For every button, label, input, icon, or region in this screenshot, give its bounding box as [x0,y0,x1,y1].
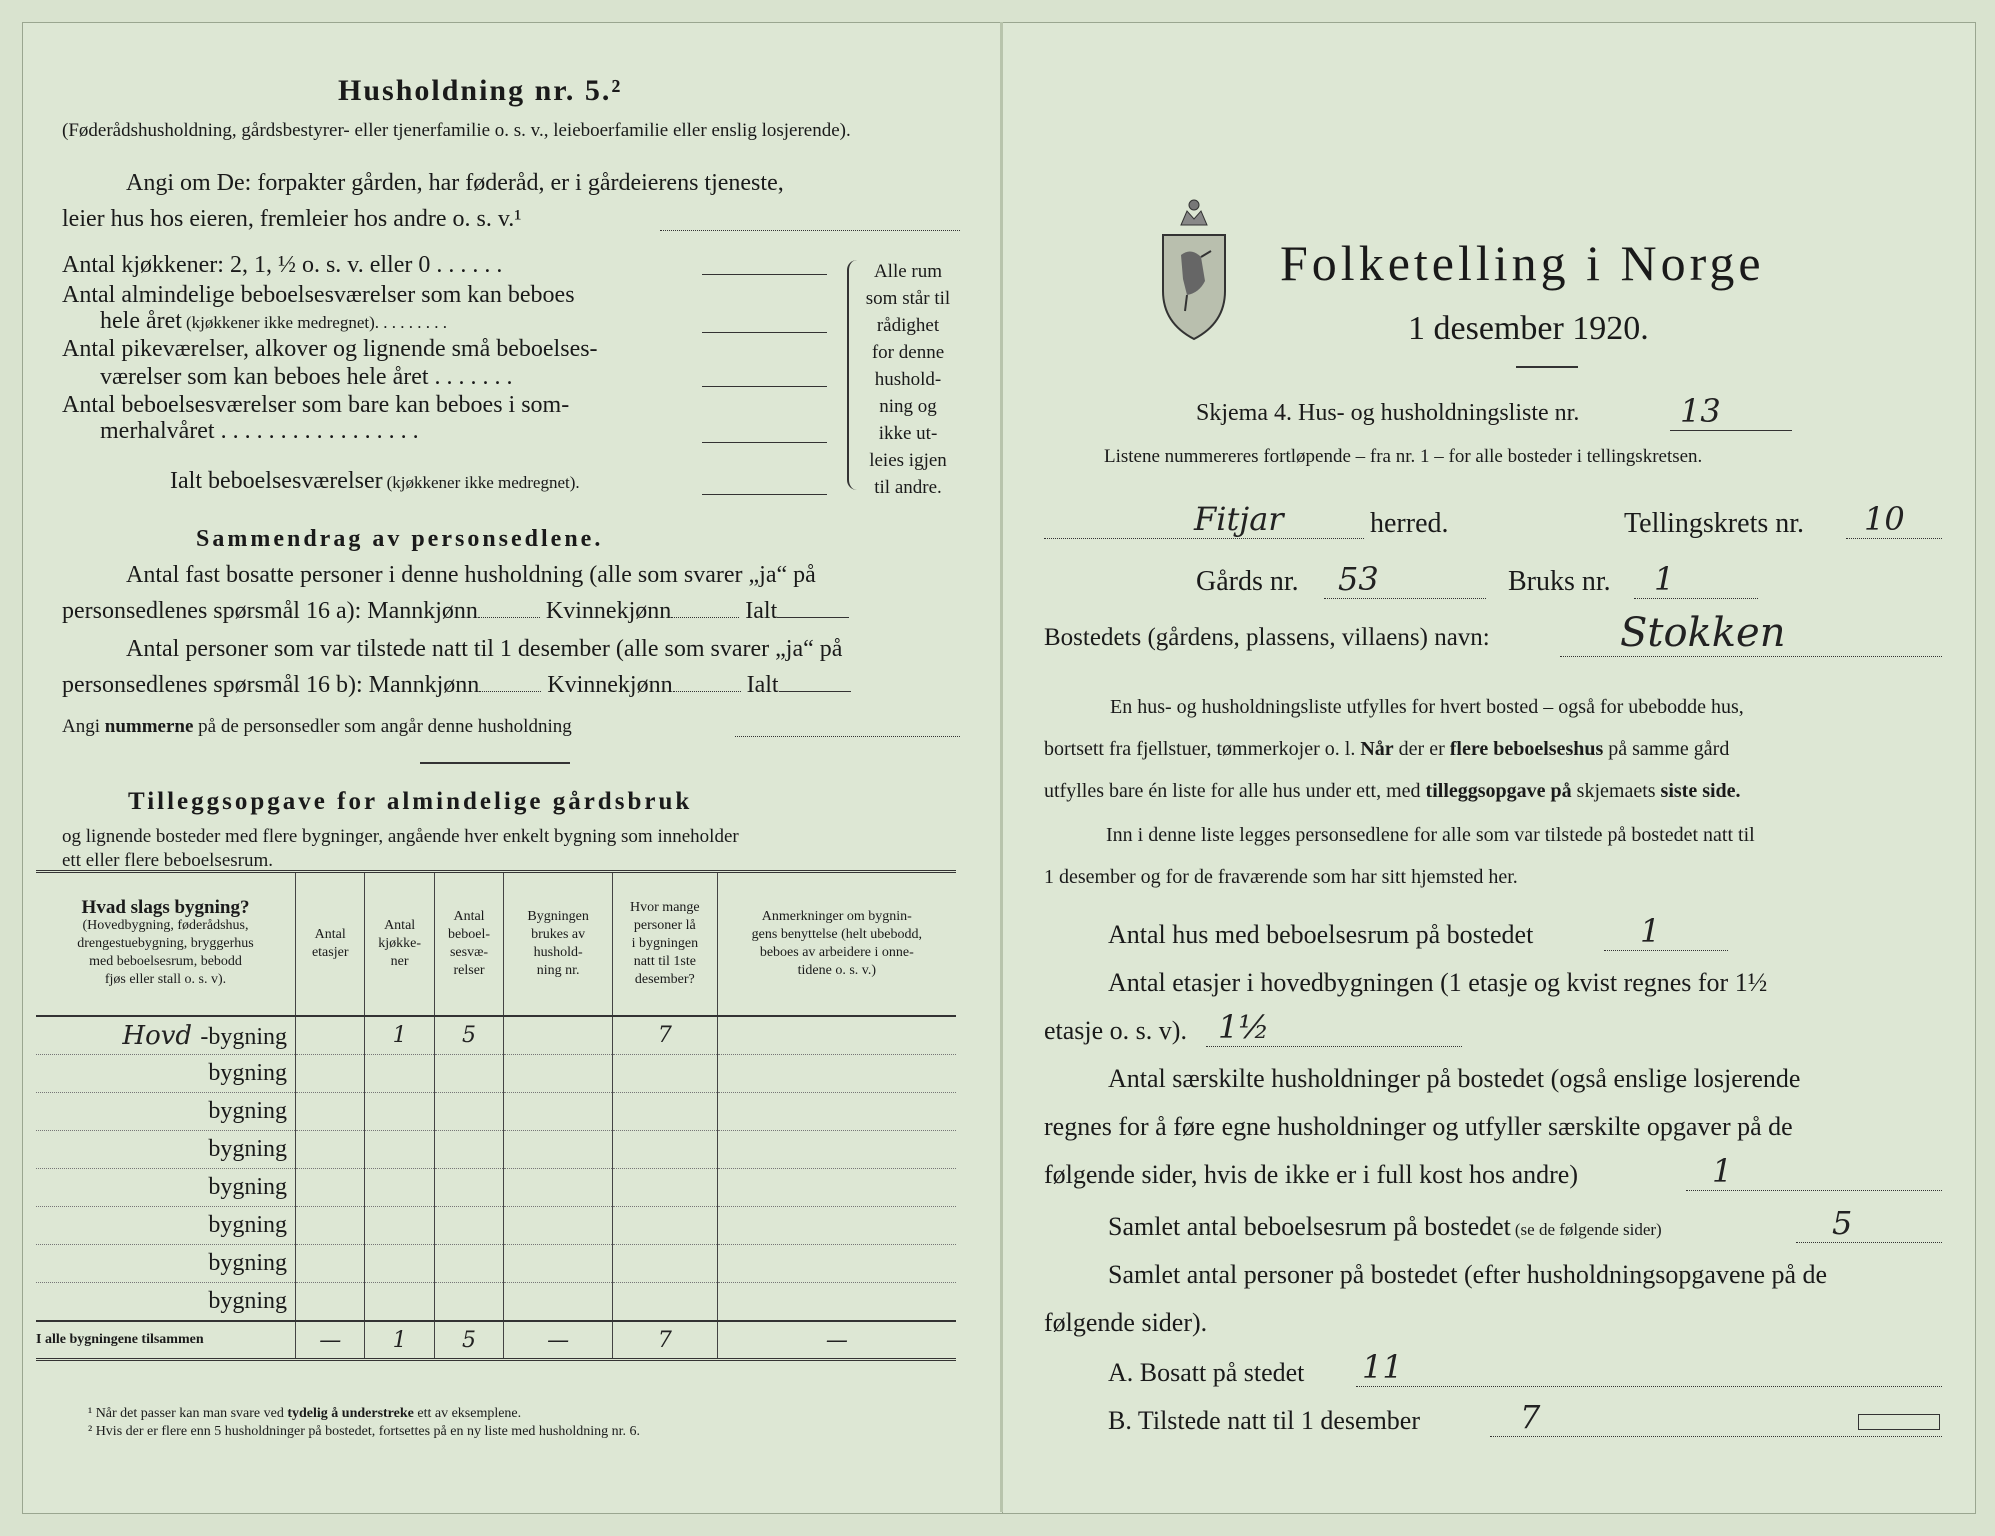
summary-p2-kvinne-label: Kvinnekjønn [547,672,673,698]
col-header-kjokken-line: ner [390,954,409,969]
building-row [36,1131,956,1169]
col-header-building-sub-line: med beboelsesrum, bebodd [89,954,242,969]
building-cell-rum[interactable] [434,1245,503,1283]
bruks-label: Bruks nr. [1508,566,1611,597]
building-suffix: bygning [208,1212,288,1238]
building-name-cell[interactable] [36,1169,296,1207]
building-cell-husholdning[interactable] [504,1055,613,1093]
maid-rooms-l2: værelser som kan beboes hele året . . . . . . . [100,364,513,390]
building-cell-kjokken[interactable] [365,1207,434,1245]
col-header-etasjer [296,872,365,1017]
instr-l1: En hus- og husholdningsliste utfylles for hvert bosted – også for ubebodde hus, [1110,696,1744,718]
household-title: Husholdning nr. 5.² [338,74,623,107]
col-header-building-type [36,872,296,1017]
angi-nummerne-pre: Angi [62,716,100,737]
census-title: Folketelling i Norge [1280,235,1765,291]
building-cell-anm[interactable] [717,1093,956,1131]
a-field[interactable]: 11 [1356,1348,1942,1387]
hus-field[interactable]: 1 [1604,912,1728,951]
b-field[interactable]: 7 [1490,1398,1942,1437]
building-cell-etasjer[interactable] [296,1055,365,1093]
building-row [36,1245,956,1283]
ordinary-rooms-l2-small: (kjøkkener ikke medregnet). . . . . . . . . [185,313,447,332]
total-rooms-label [170,468,580,495]
ordinary-rooms-field[interactable] [702,332,827,333]
footnote-1 [88,1406,521,1422]
col-header-building-sub-line: fjøs eller stall o. s. v). [104,972,227,987]
col-header-husholdning-line: brukes av [531,927,586,942]
page-fold [1000,22,1003,1512]
col-header-husholdning [504,872,613,1017]
building-suffix: bygning [208,1174,288,1200]
building-row [36,1207,956,1245]
building-total-etasjer[interactable]: — [296,1321,365,1360]
samlet-pers-l2: følgende sider). [1044,1308,1208,1337]
building-cell-rum[interactable]: 5 [434,1016,503,1055]
col-header-personer-line: natt til 1ste [633,954,696,969]
building-cell-personer[interactable] [613,1055,718,1093]
col-header-husholdning-line: Bygningen [527,909,589,924]
building-cell-etasjer[interactable] [296,1207,365,1245]
side-note-line: ikke ut- [878,423,938,444]
col-header-anm-line: Anmerkninger om bygnin- [761,909,912,924]
building-cell-rum[interactable] [434,1055,503,1093]
summary-p2-ialt-label: Ialt [746,672,779,698]
footnote-2: ² Hvis der er flere enn 5 husholdninger på bostedet, fortsettes på en ny liste med husholdning nr. 6. [88,1424,641,1439]
side-note-line: Alle rum [873,261,943,282]
instr-l2 [1044,738,1729,761]
summary-p2-l1: Antal personer som var tilstede natt til 1 desember (alle som svarer „ja“ på [126,636,843,662]
building-cell-etasjer[interactable] [296,1093,365,1131]
angi-nummerne-bold: nummerne [104,716,194,737]
building-cell-kjokken[interactable] [365,1169,434,1207]
title-divider [1516,366,1578,368]
herred-field[interactable]: Fitjar [1044,500,1364,539]
building-cell-etasjer[interactable] [296,1169,365,1207]
col-header-husholdning-line: ning nr. [536,963,580,978]
building-cell-personer[interactable] [613,1131,718,1169]
side-note-line: leies igjen [869,450,947,471]
bostedets-field[interactable]: Stokken [1560,610,1942,657]
building-suffix: -bygning [200,1023,288,1050]
building-cell-anm[interactable] [717,1055,956,1093]
col-header-anmerkninger [717,872,956,1017]
tillegg-title: Tilleggsopgave for almindelige gårdsbruk [128,788,693,815]
husholdninger-l3: følgende sider, hvis de ikke er i full kost hos andre) [1044,1160,1578,1189]
building-name-cell[interactable] [36,1131,296,1169]
building-cell-anm[interactable] [717,1169,956,1207]
angi-nummerne-post: på de personsedler som angår denne husholdning [198,716,572,737]
col-header-building-sub-line: drengestuebygning, bryggerhus [77,936,254,951]
instr-l3-bold: tilleggsopgave på [1425,780,1572,802]
a-label: A. Bosatt på stedet [1108,1358,1305,1387]
bostedets-label: Bostedets (gårdens, plassens, villaens) navn: [1044,624,1490,651]
col-header-etasjer-line: Antal [314,927,346,942]
total-rooms-field[interactable] [702,494,827,495]
tellingskrets-field[interactable]: 10 [1846,500,1942,539]
angi-line-1: Angi om De: forpakter gården, har føderåd, er i gårdeierens tjeneste, [126,170,784,196]
census-date: 1 desember 1920. [1408,310,1649,347]
side-note-line: for denne [871,342,945,363]
side-note-line: som står til [865,288,951,309]
building-row [36,1283,956,1322]
summary-p2-l2-text: personsedlenes spørsmål 16 b): Mannkjønn [62,672,480,698]
col-header-kjokken-line: kjøkke- [378,936,421,951]
building-cell-personer[interactable] [613,1169,718,1207]
building-cell-kjokken[interactable] [365,1093,434,1131]
total-rooms-small: (kjøkkener ikke medregnet). [386,473,580,492]
building-cell-anm[interactable] [717,1016,956,1055]
col-header-personer-line: personer lå [633,918,696,933]
col-header-personer-line: i bygningen [631,936,699,951]
tillegg-text-l2: ett eller flere beboelsesrum. [62,850,274,871]
gards-label: Gårds nr. [1196,566,1299,597]
hus-label: Antal hus med beboelsesrum på bostedet [1108,920,1534,949]
building-total-rum[interactable]: 5 [434,1321,503,1360]
building-total-row [36,1321,956,1360]
building-table [36,870,956,1361]
building-total-husholdning[interactable]: — [504,1321,613,1360]
samlet-rum-field[interactable]: 5 [1796,1204,1942,1243]
skjema-label: Skjema 4. Hus- og husholdningsliste nr. [1196,400,1580,426]
norway-coat-of-arms-icon [1157,195,1231,343]
building-table-body [36,1016,956,1360]
building-name-cell[interactable] [36,1245,296,1283]
summary-p1-kvinne-field[interactable] [671,617,739,618]
side-note-line: ning og [879,396,937,417]
col-header-rum [434,872,503,1017]
building-suffix: bygning [208,1098,288,1124]
col-header-building-sub [36,917,295,989]
building-cell-etasjer[interactable] [296,1016,365,1055]
col-header-personer [613,872,718,1017]
building-cell-husholdning[interactable] [504,1016,613,1055]
col-header-rum-line: beboel- [448,927,491,942]
summary-p1-ialt-field[interactable] [777,617,849,618]
maid-rooms-l1: Antal pikeværelser, alkover og lignende små beboelses- [62,336,598,362]
building-total-anm[interactable]: — [717,1321,956,1360]
building-cell-kjokken[interactable] [365,1131,434,1169]
herred-label: herred. [1370,508,1449,539]
instr-l2-post: på samme gård [1608,738,1730,760]
summary-title: Sammendrag av personsedlene. [196,526,604,552]
col-header-etasjer-line: etasjer [311,945,349,960]
building-total-personer[interactable]: 7 [613,1321,718,1360]
summary-p1-mann-field[interactable] [478,617,540,618]
husholdninger-l2: regnes for å føre egne husholdninger og utfyller særskilte opgaver på de [1044,1112,1793,1141]
side-note-line: til andre. [874,477,942,498]
col-header-rum-line: relser [453,963,485,978]
col-header-husholdning-line: hushold- [533,945,583,960]
summer-rooms-field[interactable] [702,442,827,443]
summary-p2-kvinne-field[interactable] [673,691,741,692]
building-cell-husholdning[interactable] [504,1169,613,1207]
footnote-1-pre: ¹ Når det passer kan man svare ved [88,1406,284,1421]
ordinary-rooms-l2-text: hele året [100,308,182,334]
building-name-cell[interactable] [36,1283,296,1322]
building-row [36,1016,956,1055]
building-cell-personer[interactable]: 7 [613,1016,718,1055]
col-header-building-title: Hvad slags bygning? [81,897,250,918]
building-row [36,1169,956,1207]
building-cell-kjokken[interactable] [365,1055,434,1093]
summer-rooms-l1: Antal beboelsesværelser som bare kan beboes i som- [62,392,570,418]
building-cell-anm[interactable] [717,1131,956,1169]
building-cell-personer[interactable] [613,1093,718,1131]
instr-l2-bold2: flere beboelseshus [1449,738,1604,760]
rooms-side-note [858,258,958,501]
building-cell-rum[interactable] [434,1093,503,1131]
building-cell-rum[interactable] [434,1131,503,1169]
footnote-1-post: ett av eksemplene. [417,1406,522,1421]
tillegg-text-l1: og lignende bosteder med flere bygninger, angående hver enkelt bygning som inneholder [62,826,739,847]
building-name-cell[interactable] [36,1207,296,1245]
building-suffix: bygning [208,1288,288,1314]
instr-l2-mid: der er [1398,738,1445,760]
household-intro: (Føderådshusholdning, gårdsbestyrer- eller tjenerfamilie o. s. v., leieboerfamilie eller enslig losjerende). [62,120,851,141]
total-rooms-text: Ialt beboelsesværelser [170,468,383,494]
building-cell-husholdning[interactable] [504,1245,613,1283]
listene-note: Listene nummereres fortløpende – fra nr. 1 – for alle bosteder i tellingskretsen. [1104,446,1703,467]
instr-l2-pre: bortsett fra fjellstuer, tømmerkojer o. l. [1044,738,1356,760]
etasjer-l1: Antal etasjer i hovedbygningen (1 etasje og kvist regnes for 1½ [1108,968,1768,997]
divider-short [420,762,570,764]
angi-answer-line[interactable] [660,230,960,231]
building-cell-personer[interactable] [613,1283,718,1322]
instr-l3 [1044,780,1741,803]
footnote-1-bold: tydelig å understreke [287,1406,414,1421]
printer-stamp [1858,1414,1940,1430]
building-suffix: bygning [208,1136,288,1162]
building-cell-anm[interactable] [717,1283,956,1322]
bruks-field[interactable]: 1 [1634,560,1758,599]
instr-l3-pre: utfylles bare én liste for alle hus under ett, med [1044,780,1421,802]
etasjer-l2: etasje o. s. v). [1044,1016,1187,1045]
b-label: B. Tilstede natt til 1 desember [1108,1406,1420,1435]
building-cell-etasjer[interactable] [296,1283,365,1322]
col-header-rum-line: sesvæ- [449,945,489,960]
building-cell-etasjer[interactable] [296,1131,365,1169]
summary-p1-l2-text: personsedlenes spørsmål 16 a): Mannkjønn [62,598,478,624]
kitchens-label: Antal kjøkkener: 2, 1, ½ o. s. v. eller 0 . . . . . . [62,252,503,278]
instr-l5: 1 desember og for de fraværende som har sitt hjemsted her. [1044,866,1518,888]
husholdninger-field[interactable]: 1 [1686,1152,1942,1191]
col-header-anm-line: beboes av arbeidere i onne- [759,945,914,960]
building-cell-rum[interactable] [434,1207,503,1245]
maid-rooms-field[interactable] [702,386,827,387]
col-header-kjokken-line: Antal [384,918,416,933]
summary-p2-l2 [62,672,851,699]
building-cell-kjokken[interactable] [365,1283,434,1322]
building-cell-husholdning[interactable] [504,1131,613,1169]
instr-l3-bold2: siste side. [1660,780,1741,802]
instr-l2-bold1: Når [1360,738,1394,760]
etasjer-field[interactable]: 1½ [1206,1008,1462,1047]
building-name-cell[interactable] [36,1055,296,1093]
side-note-line: hushold- [874,369,942,390]
samlet-rum-small: (se de følgende sider) [1514,1220,1662,1239]
summary-p1-l2 [62,598,849,625]
building-cell-anm[interactable] [717,1245,956,1283]
angi-nummerne-field[interactable] [735,736,960,737]
samlet-pers-l1: Samlet antal personer på bostedet (efter husholdningsopgavene på de [1108,1260,1828,1289]
building-cell-husholdning[interactable] [504,1093,613,1131]
summary-p2-mann-field[interactable] [479,691,541,692]
instr-l3-mid: skjemaets [1576,780,1656,802]
building-cell-personer[interactable] [613,1207,718,1245]
building-cell-anm[interactable] [717,1207,956,1245]
summary-p1-kvinne-label: Kvinnekjønn [545,598,672,624]
samlet-rum-label [1108,1212,1662,1242]
building-cell-kjokken[interactable]: 1 [365,1016,434,1055]
angi-line-2: leier hus hos eieren, fremleier hos andre o. s. v.¹ [62,206,522,232]
ordinary-rooms-l1: Antal almindelige beboelsesværelser som kan beboes [62,282,575,308]
building-cell-husholdning[interactable] [504,1283,613,1322]
ordinary-rooms-l2 [100,308,447,335]
building-suffix: bygning [208,1250,288,1276]
building-cell-personer[interactable] [613,1245,718,1283]
samlet-rum-text: Samlet antal beboelsesrum på bostedet [1108,1212,1511,1241]
husholdninger-l1: Antal særskilte husholdninger på bostedet (også enslige losjerende [1108,1064,1801,1093]
building-prefix: Hovd [122,1020,201,1051]
building-cell-etasjer[interactable] [296,1245,365,1283]
building-cell-rum[interactable] [434,1169,503,1207]
building-cell-kjokken[interactable] [365,1245,434,1283]
skjema-nr-field[interactable]: 13 [1670,392,1792,431]
angi-nummerne [62,716,572,738]
summary-p1-ialt-label: Ialt [745,598,778,624]
col-header-anm-line: tidene o. s. v.) [797,963,877,978]
col-header-personer-line: desember? [634,972,695,987]
building-row [36,1055,956,1093]
col-header-rum-line: Antal [453,909,485,924]
tellingskrets-label: Tellingskrets nr. [1624,508,1805,539]
building-table-header [36,872,956,1017]
kitchens-field[interactable] [702,274,827,275]
summary-p2-ialt-field[interactable] [779,691,851,692]
building-cell-rum[interactable] [434,1283,503,1322]
building-name-cell[interactable] [36,1016,296,1055]
col-header-personer-line: Hvor mange [630,900,700,915]
summary-p1-l1: Antal fast bosatte personer i denne husholdning (alle som svarer „ja“ på [126,562,816,588]
building-row [36,1093,956,1131]
col-header-anm-line: gens benyttelse (helt ubebodd, [751,927,922,942]
gards-field[interactable]: 53 [1324,560,1486,599]
building-suffix: bygning [208,1060,288,1086]
col-header-building-sub-line: (Hovedbygning, føderådshus, [82,918,249,933]
building-cell-husholdning[interactable] [504,1207,613,1245]
building-name-cell[interactable] [36,1093,296,1131]
building-total-label: I alle bygningene tilsammen [36,1321,296,1360]
summer-rooms-l2: merhalvåret . . . . . . . . . . . . . . . . . [100,418,419,444]
side-note-line: rådighet [876,315,940,336]
instr-l4: Inn i denne liste legges personsedlene for alle som var tilstede på bostedet natt til [1106,824,1755,846]
col-header-kjokken [365,872,434,1017]
building-total-kjokken[interactable]: 1 [365,1321,434,1360]
